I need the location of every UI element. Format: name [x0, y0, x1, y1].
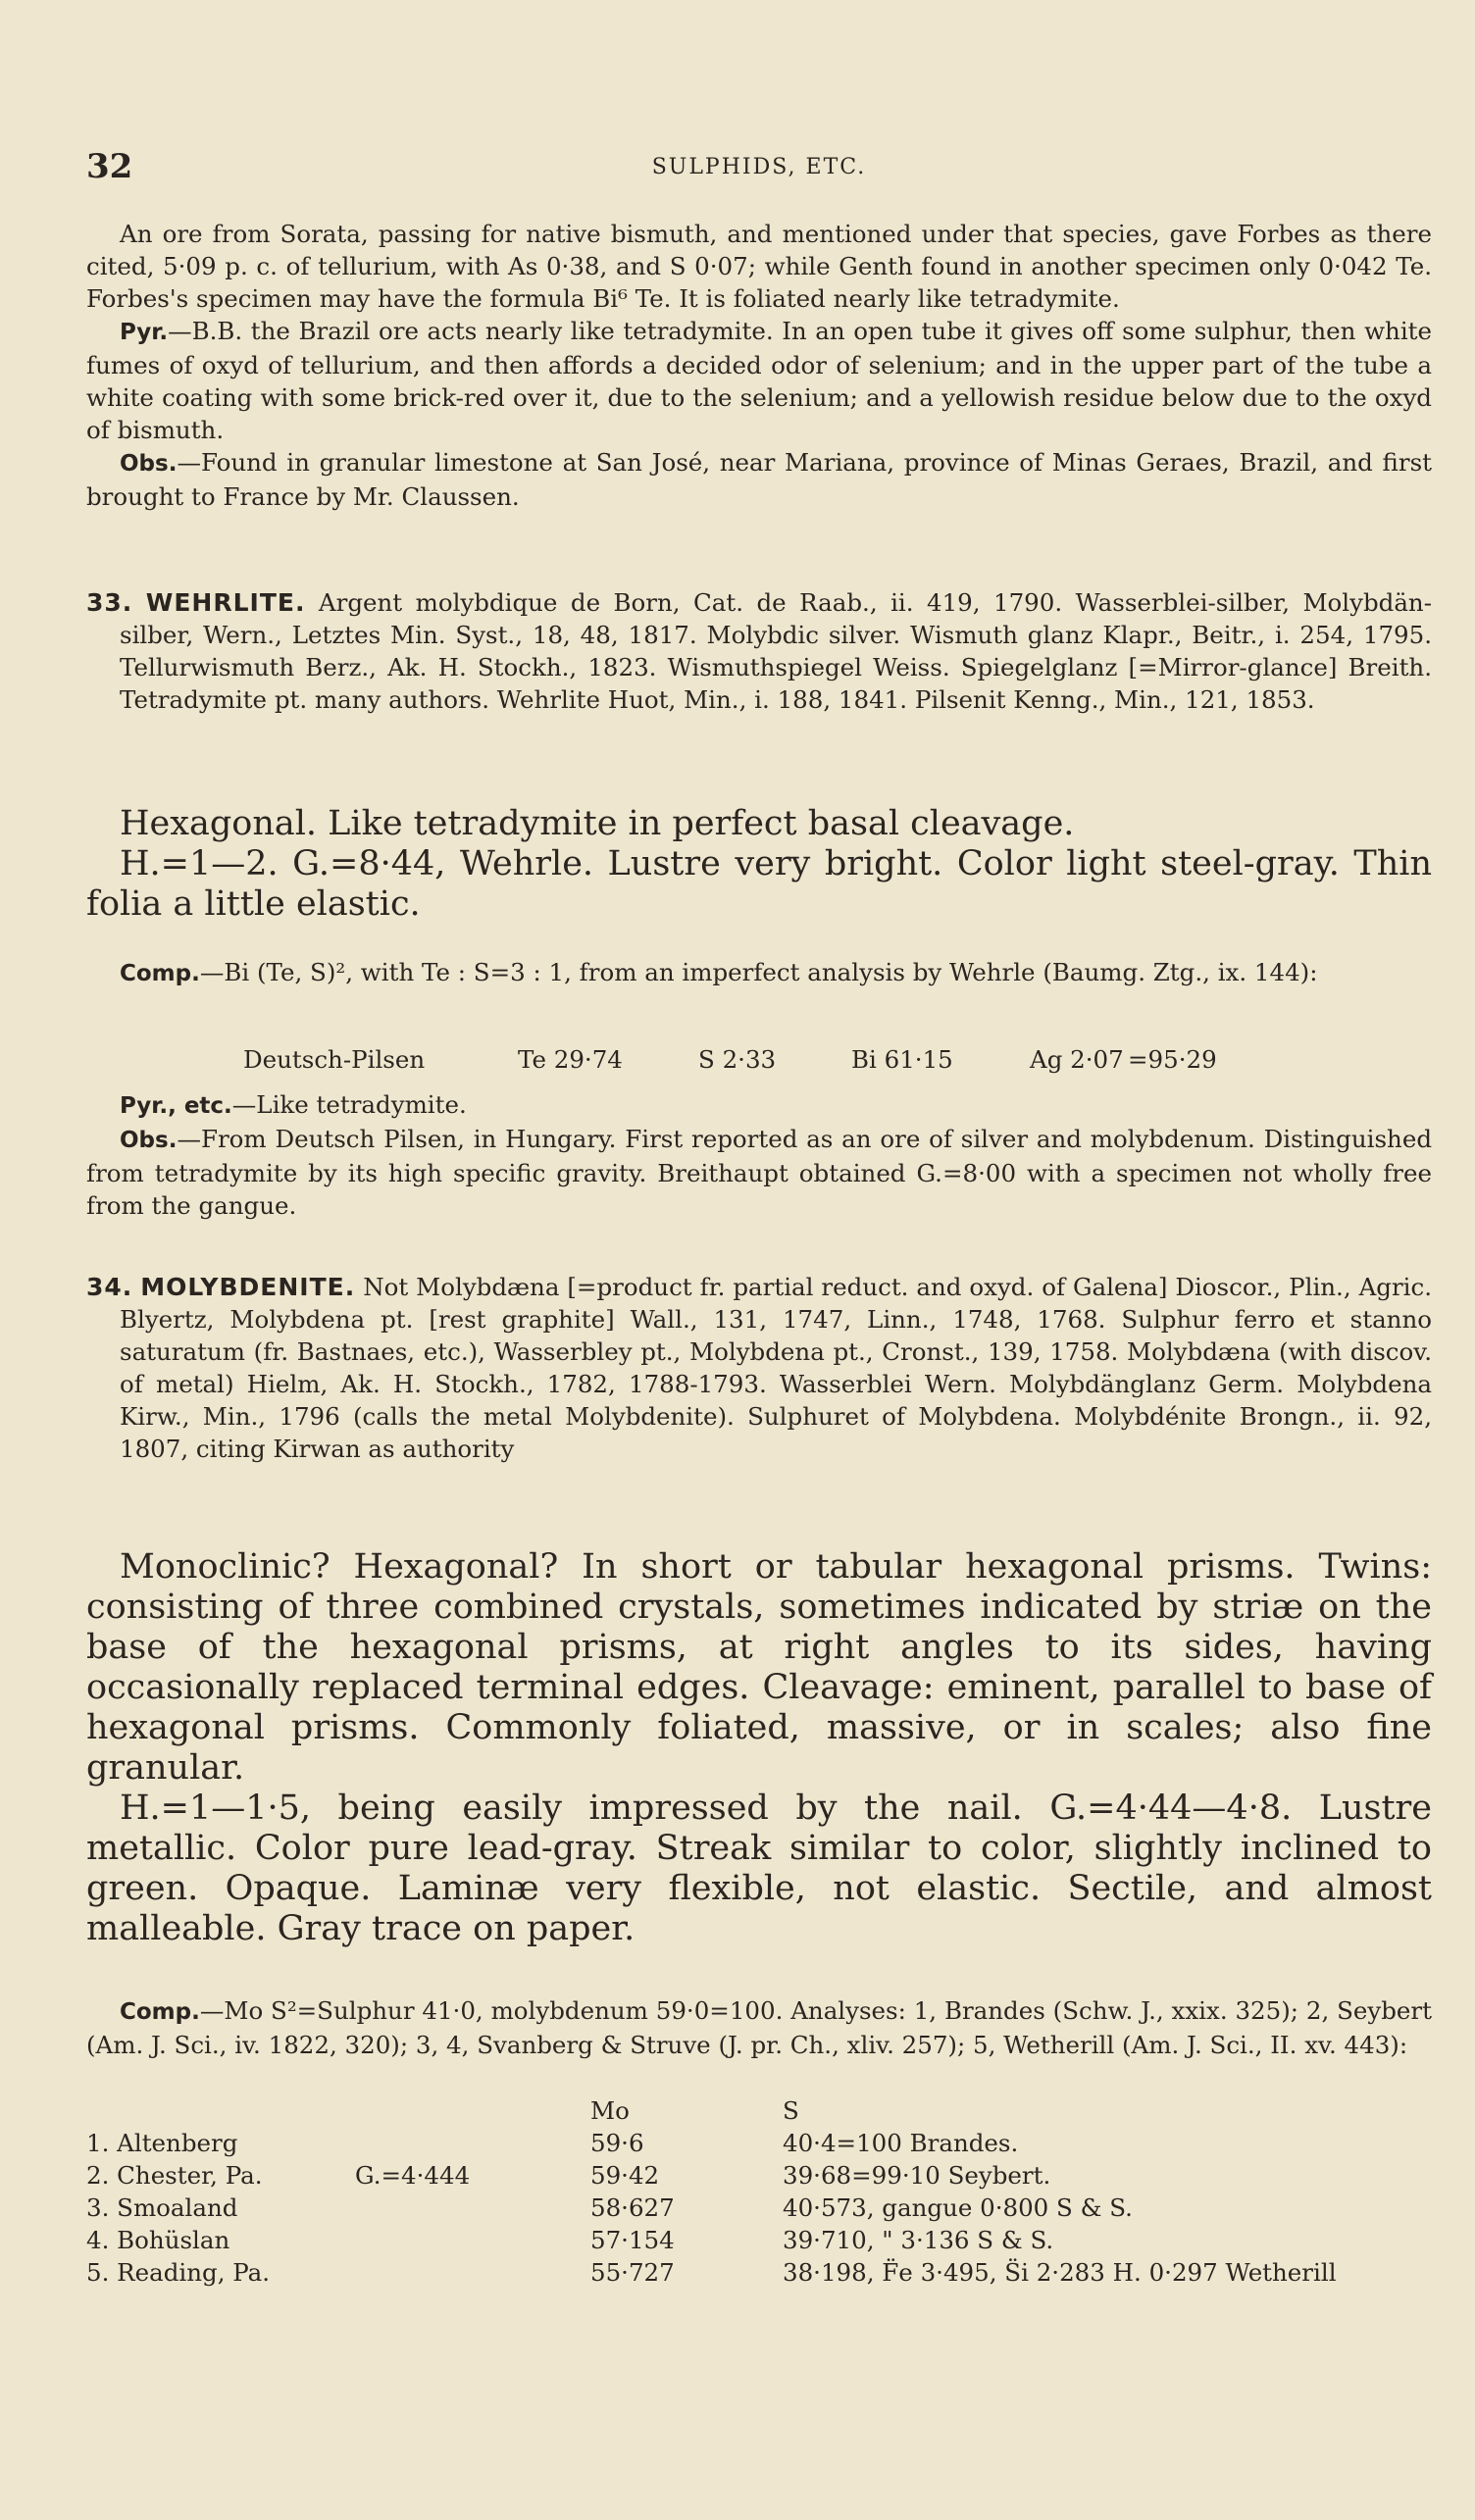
wehrlite-synonymy-paragraph: [86, 586, 1432, 716]
analyses-table: [86, 2096, 1432, 2291]
wehrlite-synonymy: Argent molybdique de Born, Cat. de Raab., ii. 419, 1790. Wasserblei-silber, Molybdän-silber, Wern., Letztes Min. Syst., 18, 48, 1817. Molybdic silver. Wismuth glanz Klapr., Beitr., i. 254, 1795. Tellurwismuth Berz., Ak. H. Stockh., 1823. Wismuthspiegel Weiss. Spiegelglanz [=Mirror-glance] Breith. Tetradymite pt. many authors. Wehrlite Huot, Min., i. 188, 1841. Pilsenit Kenng., Min., 121, 1853.: [120, 588, 1432, 714]
table-cell: 59·42: [590, 2161, 660, 2190]
species-number: 34.: [86, 1273, 133, 1301]
table-row: [86, 2161, 1432, 2193]
table-header-cell: [355, 2096, 590, 2129]
table-cell: 40·4=100 Brandes.: [783, 2129, 1019, 2157]
wehrlite-heading: [86, 586, 1432, 716]
analysis-s: S 2·33: [698, 1045, 777, 1074]
intro-paragraph: An ore from Sorata, passing for native bismuth, and mentioned under that species, gave Forbes as there cited, 5·09 p. c. of tellurium, with As 0·38, and S 0·07; while Genth found in another specimen only 0·042 Te. Forbes's specimen may have the formula Bi⁶ Te. It is foliated nearly like tetradymite.: [86, 220, 1432, 313]
table-cell: 4. Bohüslan: [86, 2226, 230, 2254]
obs-paragraph: [86, 1123, 1432, 1222]
intro-section: [86, 218, 1432, 513]
pyr-label: Pyr.: [120, 320, 169, 345]
analysis-te: Te 29·74: [518, 1045, 623, 1074]
page-number: 32: [86, 147, 133, 186]
table-cell: [355, 2258, 590, 2291]
comp-label: Comp.: [120, 1999, 200, 2025]
table-row: [86, 2129, 1432, 2161]
species-number: 33.: [86, 588, 133, 617]
species-name: MOLYBDENITE.: [140, 1273, 356, 1301]
obs-paragraph: [86, 446, 1432, 513]
table-cell: 39·710, " 3·136 S & S.: [783, 2226, 1054, 2254]
comp-text: —Mo S²=Sulphur 41·0, molybdenum 59·0=100. Analyses: 1, Brandes (Schw. J., xxix. 325); 2, Seybert (Am. J. Sci., iv. 1822, 320); 3, 4, Svanberg & Struve (J. pr. Ch., xliv. 257); 5, Wetherill (Am. J. Sci., II. xv. 443):: [86, 1996, 1432, 2059]
molybdenite-heading: [86, 1271, 1432, 1465]
wehrlite-notes: [86, 1088, 1432, 1222]
species-name: WEHRLITE.: [145, 588, 306, 617]
analysis-total: =95·29: [1128, 1045, 1217, 1074]
table-cell: 40·573, gangue 0·800 S & S.: [783, 2193, 1133, 2222]
table-cell: 2. Chester, Pa.: [86, 2161, 263, 2190]
molybdenite-description-2: H.=1—1·5, being easily impressed by the nail. G.=4·44—4·8. Lustre metallic. Color pure lead-gray. Streak similar to color, slightly inclined to green. Opaque. Laminæ very flexible, not elastic. Sectile, and almost malleable. Gray trace on paper.: [86, 1789, 1432, 1948]
running-head: [86, 147, 1432, 186]
wehrlite-description-1: Hexagonal. Like tetradymite in perfect basal cleavage.: [120, 804, 1075, 843]
table-cell: 3. Smoaland: [86, 2193, 238, 2222]
wehrlite-description-2: H.=1—2. G.=8·44, Wehrle. Lustre very bright. Color light steel-gray. Thin folia a little elastic.: [86, 844, 1432, 924]
pyr-paragraph: [86, 1088, 1432, 1123]
table-cell: [355, 2193, 590, 2226]
table-cell: 55·727: [590, 2258, 675, 2287]
molybdenite-synonymy-paragraph: [86, 1271, 1432, 1465]
molybdenite-synonymy: Not Molybdæna [=product fr. partial reduct. and oxyd. of Galena] Dioscor., Plin., Agric. Blyertz, Molybdena pt. [rest graphite] Wall., 131, 1747, Linn., 1748, 1768. Sulphur ferro et stanno saturatum (fr. Bastnaes, etc.), Wasserbley pt., Molybdena pt., Cronst., 139, 1758. Molybdæna (with discov. of metal) Hielm, Ak. H. Stockh., 1782, 1788-1793. Wasserblei Wern. Molybdänglanz Germ. Molybdena Kirw., Min., 1796 (calls the metal Molybdenite). Sulphuret of Molybdena. Molybdénite Brongn., ii. 92, 1807, citing Kirwan as authority: [120, 1273, 1432, 1463]
table-cell: 59·6: [590, 2129, 644, 2157]
table-cell: 39·68=99·10 Seybert.: [783, 2161, 1051, 2190]
table-cell: [355, 2226, 590, 2258]
comp-paragraph: [86, 1994, 1432, 2061]
obs-text: —From Deutsch Pilsen, in Hungary. First reported as an ore of silver and molybdenum. Distinguished from tetradymite by its high specific gravity. Breithaupt obtained G.=8·00 with a specimen not wholly free from the gangue.: [86, 1125, 1432, 1220]
table-row: [86, 2226, 1432, 2258]
table-cell: 1. Altenberg: [86, 2129, 238, 2157]
wehrlite-description: [86, 804, 1432, 925]
analysis-ag: Ag 2·07: [1030, 1045, 1124, 1074]
wehrlite-analysis: [243, 1045, 1322, 1074]
pyr-label: Pyr., etc.: [120, 1093, 232, 1119]
molybdenite-description: [86, 1547, 1432, 1949]
pyr-text: —Like tetradymite.: [231, 1090, 467, 1119]
wehrlite-composition: [86, 956, 1432, 990]
table-header-cell: Mo: [590, 2096, 630, 2125]
table-cell: 58·627: [590, 2193, 675, 2222]
molybdenite-description-1: Monoclinic? Hexagonal? In short or tabular hexagonal prisms. Twins: consisting of three combined crystals, sometimes indicated by striæ on the base of the hexagonal prisms, at right angles to its sides, having occasionally replaced terminal edges. Cleavage: eminent, parallel to base of hexagonal prisms. Commonly foliated, massive, or in scales; also fine granular.: [86, 1547, 1432, 1788]
table-header-row: [86, 2096, 1432, 2129]
table-cell: 38·198, F̈e 3·495, S̈i 2·283 H. 0·297 Wetherill: [783, 2258, 1337, 2287]
table-header-cell: S: [783, 2096, 799, 2125]
table-header-cell: [86, 2096, 355, 2129]
comp-label: Comp.: [120, 961, 200, 986]
running-title: SULPHIDS, ETC.: [651, 155, 867, 179]
comp-paragraph: [86, 956, 1432, 990]
table-cell: 5. Reading, Pa.: [86, 2258, 271, 2287]
obs-label: Obs.: [120, 1128, 178, 1153]
molybdenite-composition: [86, 1994, 1432, 2061]
table-cell: 57·154: [590, 2226, 675, 2254]
table-cell: G.=4·444: [355, 2161, 471, 2190]
table-row: [86, 2193, 1432, 2226]
obs-label: Obs.: [120, 451, 178, 477]
analysis-locality: Deutsch-Pilsen: [243, 1045, 426, 1074]
table-cell: [355, 2129, 590, 2161]
obs-text: —Found in granular limestone at San José, near Mariana, province of Minas Geraes, Brazil, and first brought to France by Mr. Claussen.: [86, 448, 1432, 511]
analysis-bi: Bi 61·15: [851, 1045, 953, 1074]
pyr-paragraph: [86, 315, 1432, 446]
pyr-text: —B.B. the Brazil ore acts nearly like tetradymite. In an open tube it gives off some sulphur, then white fumes of oxyd of tellurium, and then affords a decided odor of selenium; and in the upper part of the tube a white coating with some brick-red over it, due to the selenium; and a yellowish residue below due to the oxyd of bismuth.: [86, 317, 1432, 444]
comp-text: —Bi (Te, S)², with Te : S=3 : 1, from an imperfect analysis by Wehrle (Baumg. Ztg., ix. 144):: [199, 958, 1318, 986]
table-row: [86, 2258, 1432, 2291]
